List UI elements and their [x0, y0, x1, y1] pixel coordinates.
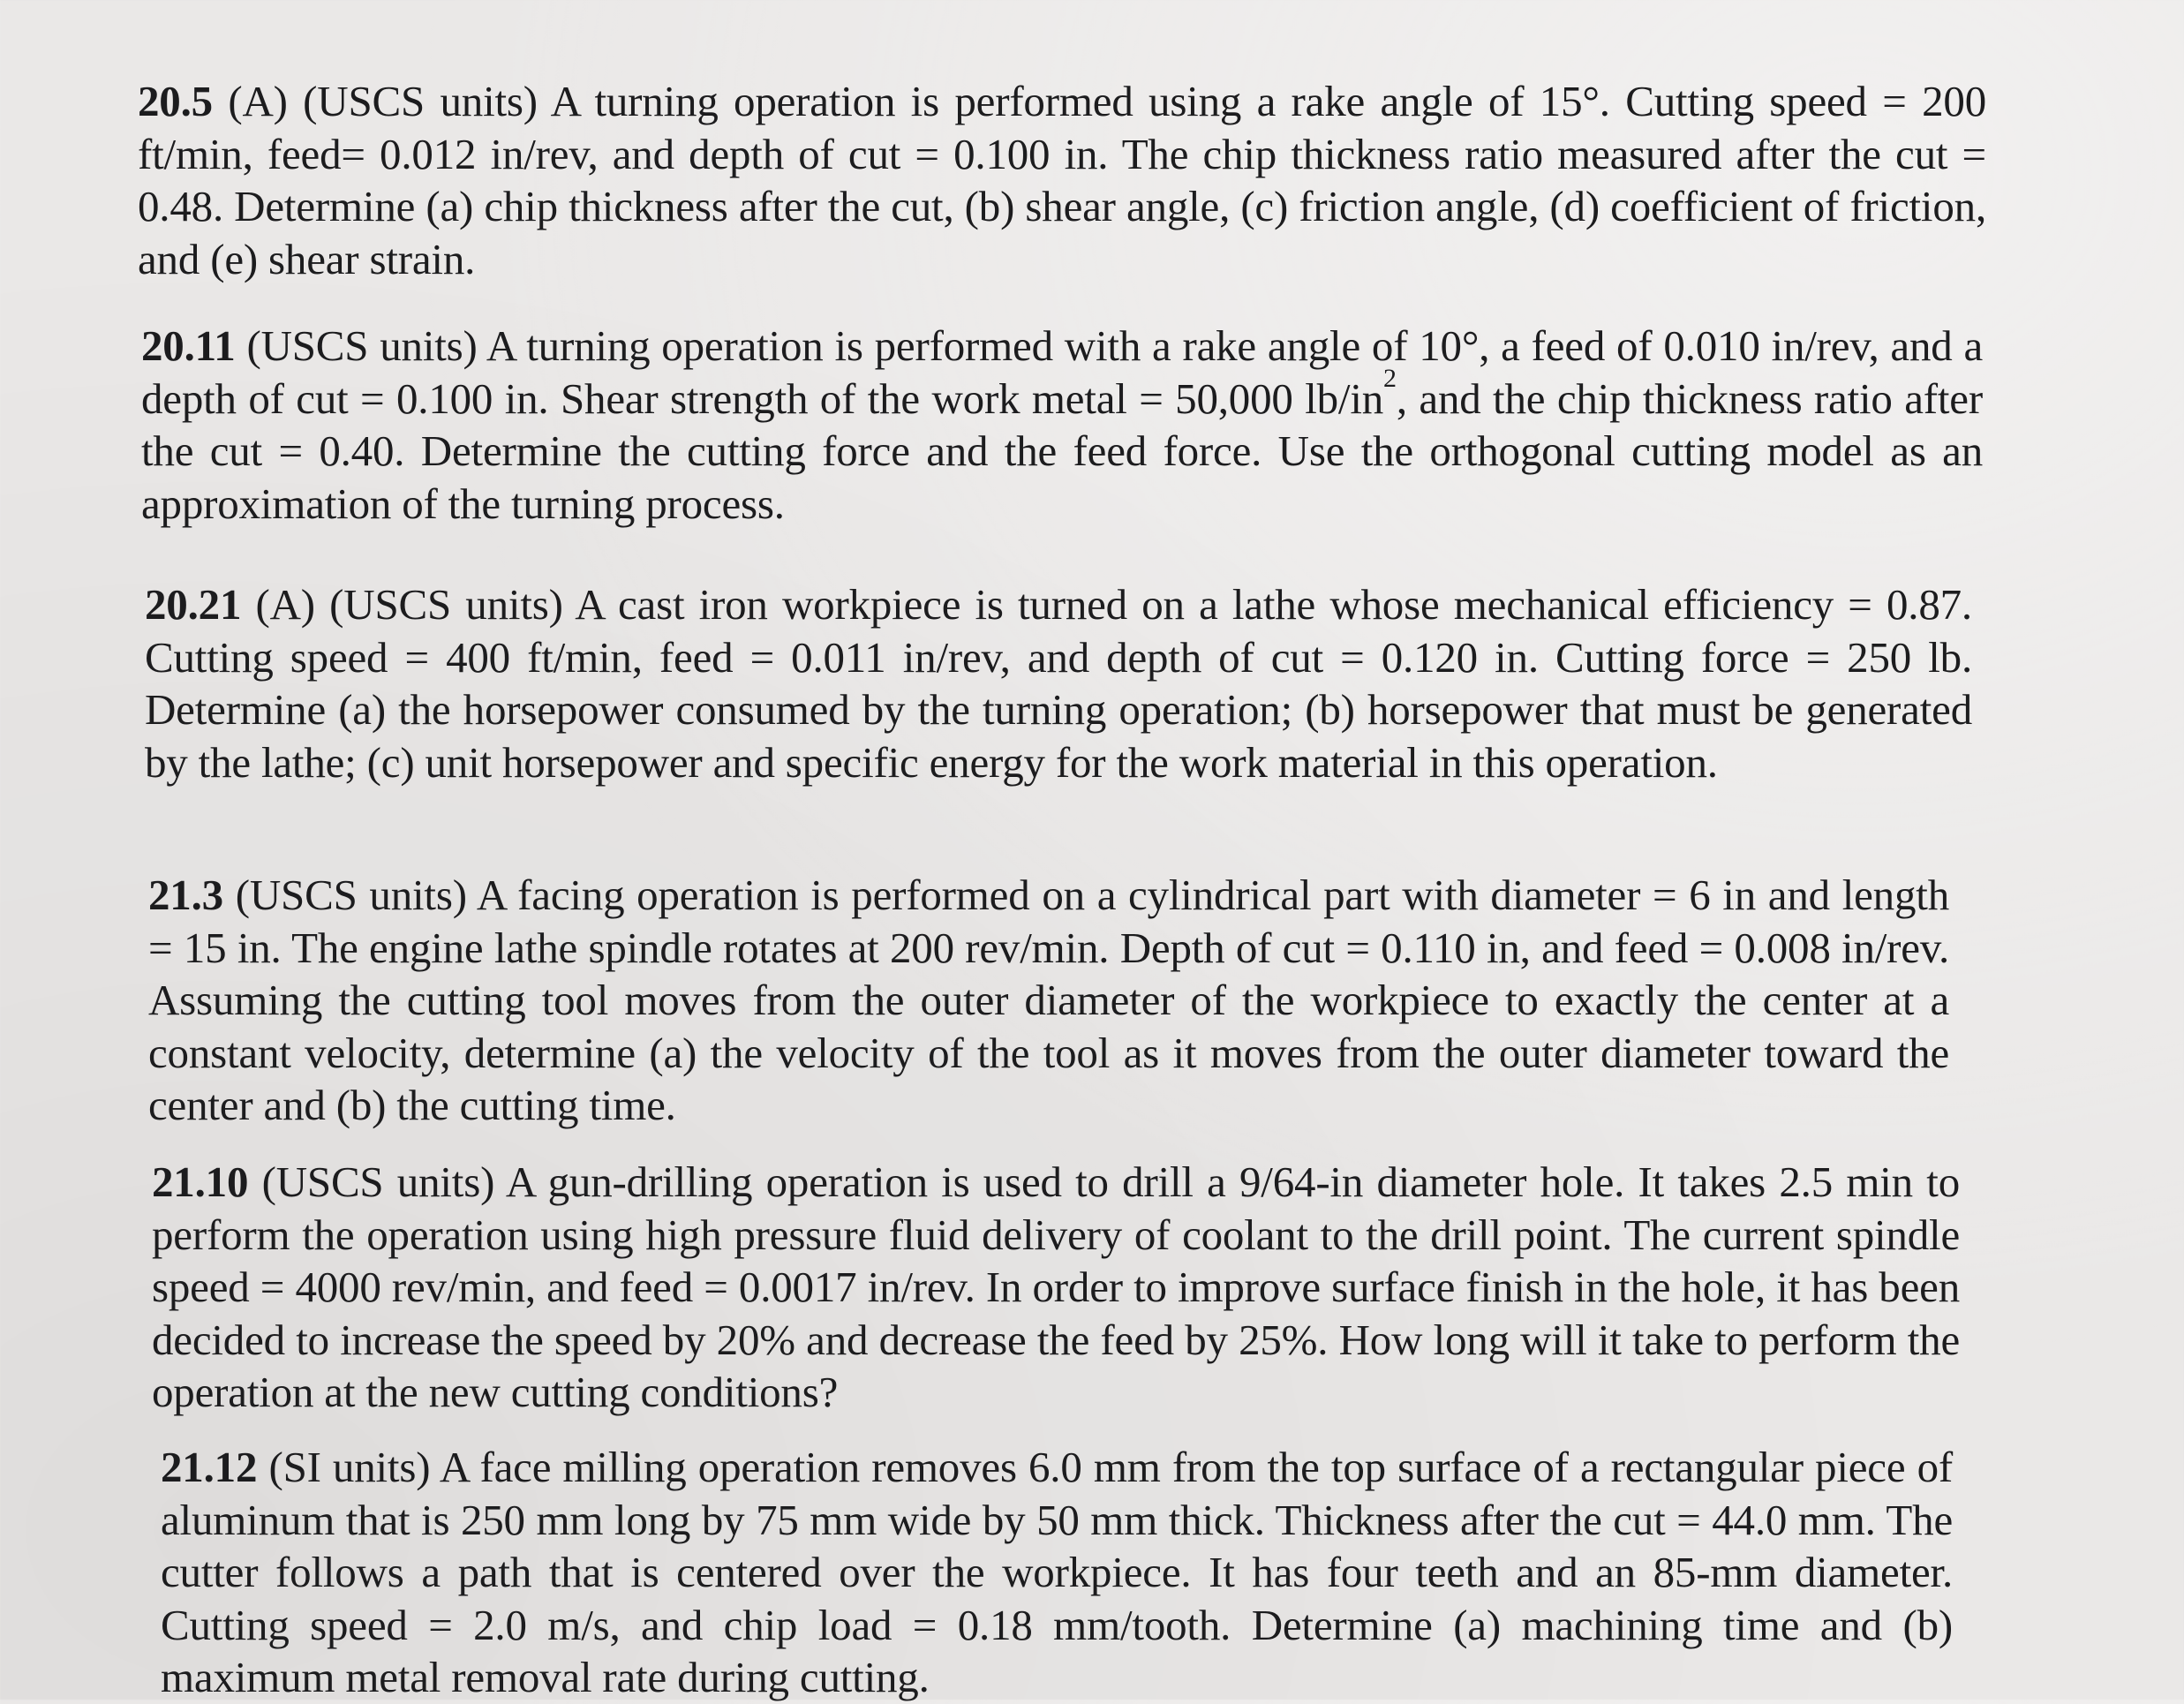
problem-text: (USCS units) A facing operation is performed on a cylindrical part with diameter = 6 in and length = 15 in. The engine lathe spindle rotates at 200 rev/min. Depth of cut = 0.110 in, and feed = 0.008 in/rev. Assuming the cutting tool moves from the outer diameter of the workpiece to exactly the center at a constant velocity, determine (a) the velocity of the tool as it moves from the outer diameter toward the center and (b) the cutting time.: [148, 871, 1949, 1129]
problem-text: (A) (USCS units) A cast iron workpiece is turned on a lathe whose mechanical efficiency = 0.87. Cutting speed = 400 ft/min, feed = 0.011 in/rev, and depth of cut = 0.120 in. Cutting force = 250 lb. Determine (a) the horsepower consumed by the turning operation; (b) horsepower that must be generated by the lathe; (c) unit horsepower and specific energy for the work material in this operation.: [145, 580, 1972, 787]
problem-text: (USCS units) A turning operation is performed with a rake angle of 10°, a feed of 0.010 in/rev, and a depth of cut = 0.100 in. Shear strength of the work metal = 50,000 lb/in: [141, 321, 1983, 423]
problem-21-3: [148, 869, 1949, 1132]
problem-text: (SI units) A face milling operation removes 6.0 mm from the top surface of a rectangular piece of aluminum that is 250 mm long by 75 mm wide by 50 mm thick. Thickness after the cut = 44.0 mm. The cutter follows a path that is centered over the workpiece. It has four teeth and an 85-mm diameter. Cutting speed = 2.0 m/s, and chip load = 0.18 mm/tooth. Determine (a) machining time and (b) maximum metal removal rate during cutting.: [161, 1443, 1953, 1701]
superscript-exponent: 2: [1383, 363, 1397, 393]
problem-20-21: [145, 578, 1972, 788]
problem-number: 20.11: [141, 321, 236, 370]
problem-number: 21.12: [161, 1443, 258, 1491]
problem-number: 20.5: [138, 77, 213, 125]
problem-21-10: [152, 1156, 1960, 1419]
problem-text: (A) (USCS units) A turning operation is performed using a rake angle of 15°. Cutting speed = 200 ft/min, feed= 0.012 in/rev, and depth of cut = 0.100 in. The chip thickness ratio measured after the cut = 0.48. Determine (a) chip thickness after the cut, (b) shear angle, (c) friction angle, (d) coefficient of friction, and (e) shear strain.: [138, 77, 1986, 283]
problem-number: 21.10: [152, 1157, 249, 1206]
problem-20-5: [138, 75, 1986, 285]
problem-20-11: [141, 320, 1983, 530]
problem-number: 21.3: [148, 871, 223, 919]
problem-text-continued: , and the chip thickness ratio after the cut = 0.40. Determine the cutting force and the feed force. Use the orthogonal cutting model as an approximation of the turning process.: [141, 373, 1983, 528]
problem-21-12: [161, 1441, 1953, 1704]
problem-text: (USCS units) A gun-drilling operation is used to drill a 9/64-in diameter hole. It takes 2.5 min to perform the operation using high pressure fluid delivery of coolant to the drill point. The current spindle speed = 4000 rev/min, and feed = 0.0017 in/rev. In order to improve surface finish in the hole, it has been decided to increase the speed by 20% and decrease the feed by 25%. How long will it take to perform the operation at the new cutting conditions?: [152, 1157, 1960, 1416]
problem-number: 20.21: [145, 580, 242, 629]
